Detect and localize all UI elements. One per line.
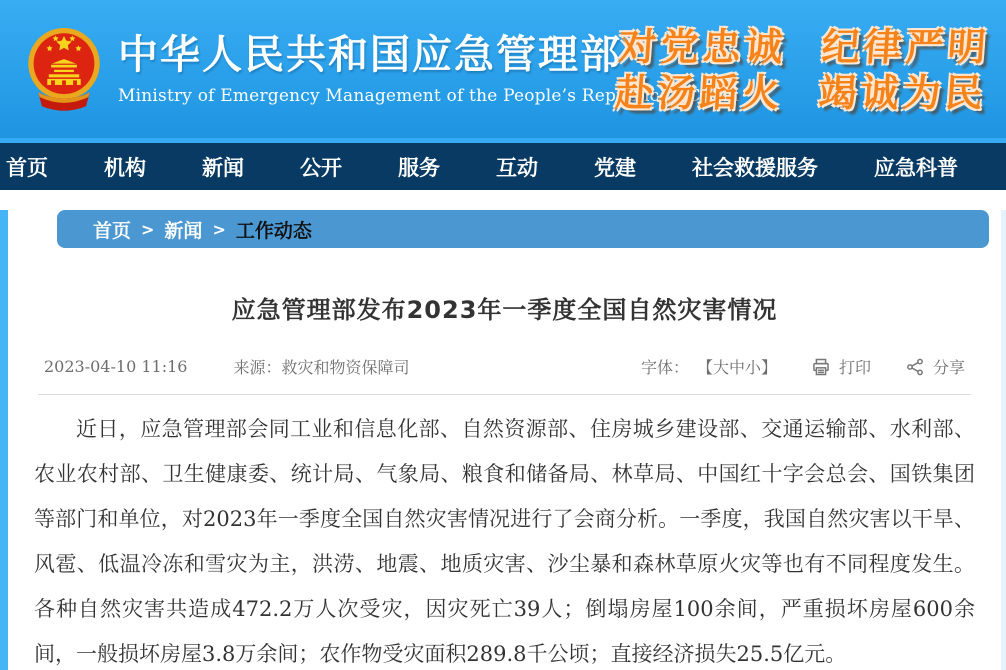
nav-item-news[interactable]: 新闻 — [202, 155, 244, 180]
nav-item-home[interactable]: 首页 — [6, 155, 48, 180]
slogan-line-1: 对党忠诚 纪律严明 — [616, 25, 992, 69]
site-title: 中华人民共和国应急管理部 — [118, 32, 622, 78]
nav-item-public[interactable]: 公开 — [300, 155, 342, 180]
article-title: 应急管理部发布2023年一季度全国自然灾害情况 — [231, 296, 778, 324]
site-subtitle-en: Ministry of Emergency Management of the People’s Republic of China — [118, 86, 739, 106]
print-button[interactable] — [811, 355, 871, 378]
article — [8, 290, 1001, 670]
meta-left — [44, 355, 409, 378]
breadcrumb-home[interactable]: 首页 — [93, 219, 132, 242]
main-nav — [0, 143, 1006, 190]
breadcrumb-current-worknews: 工作动态 — [235, 219, 312, 242]
breadcrumb-separator: > — [212, 219, 226, 239]
share-label: 分享 — [932, 358, 965, 377]
font-size-options[interactable]: 【大中小】 — [696, 358, 777, 377]
share-icon — [905, 357, 925, 377]
nav-item-social-rescue[interactable]: 社会救援服务 — [692, 155, 818, 180]
breadcrumb — [57, 210, 989, 248]
nav-item-service[interactable]: 服务 — [398, 155, 440, 180]
national-emblem-icon — [26, 12, 102, 126]
meta-divider-line — [38, 394, 971, 395]
nav-item-science[interactable]: 应急科普 — [874, 155, 958, 180]
print-label: 打印 — [838, 358, 871, 377]
header-slogan — [614, 24, 992, 116]
article-source: 来源：救灾和物资保障司 — [233, 358, 410, 377]
nav-item-agency[interactable]: 机构 — [104, 155, 146, 180]
publish-datetime: 2023-04-10 11:16 — [44, 357, 188, 376]
content-panel — [0, 210, 1006, 670]
article-meta-bar — [32, 355, 977, 378]
font-size-label: 字体： — [640, 358, 689, 377]
share-button[interactable] — [905, 355, 965, 378]
article-body-text: 近日，应急管理部会同工业和信息化部、自然资源部、住房城乡建设部、交通运输部、水利部、农业农村部、卫生健康委、统计局、气象局、粮食和储备局、林草局、中国红十字会总会、国铁集团等部门和单位，对2023年一季度全国自然灾害情况进行了会商分析。一季度，我国自然灾害以干旱、风雹、低温冷冻和雪灾为主，洪涝、地震、地质灾害、沙尘暴和森林草原火灾等也有不同程度发生。各种自然灾害共造成472.2万人次受灾，因灾死亡39人；倒塌房屋100余间，严重损坏房屋600余间，一般损坏房屋3.8万余间；农作物受灾面积289.8千公顷；直接经济损失25.5亿元。 — [34, 417, 975, 666]
site-header — [0, 0, 1006, 138]
printer-icon — [811, 357, 831, 377]
slogan-line-2: 赴汤蹈火 竭诚为民 — [613, 71, 988, 115]
breadcrumb-separator: > — [141, 219, 155, 239]
breadcrumb-news[interactable]: 新闻 — [164, 219, 203, 242]
nav-item-party[interactable]: 党建 — [594, 155, 636, 180]
font-size-control — [641, 355, 777, 378]
meta-right — [641, 355, 965, 378]
nav-item-interact[interactable]: 互动 — [496, 155, 538, 180]
